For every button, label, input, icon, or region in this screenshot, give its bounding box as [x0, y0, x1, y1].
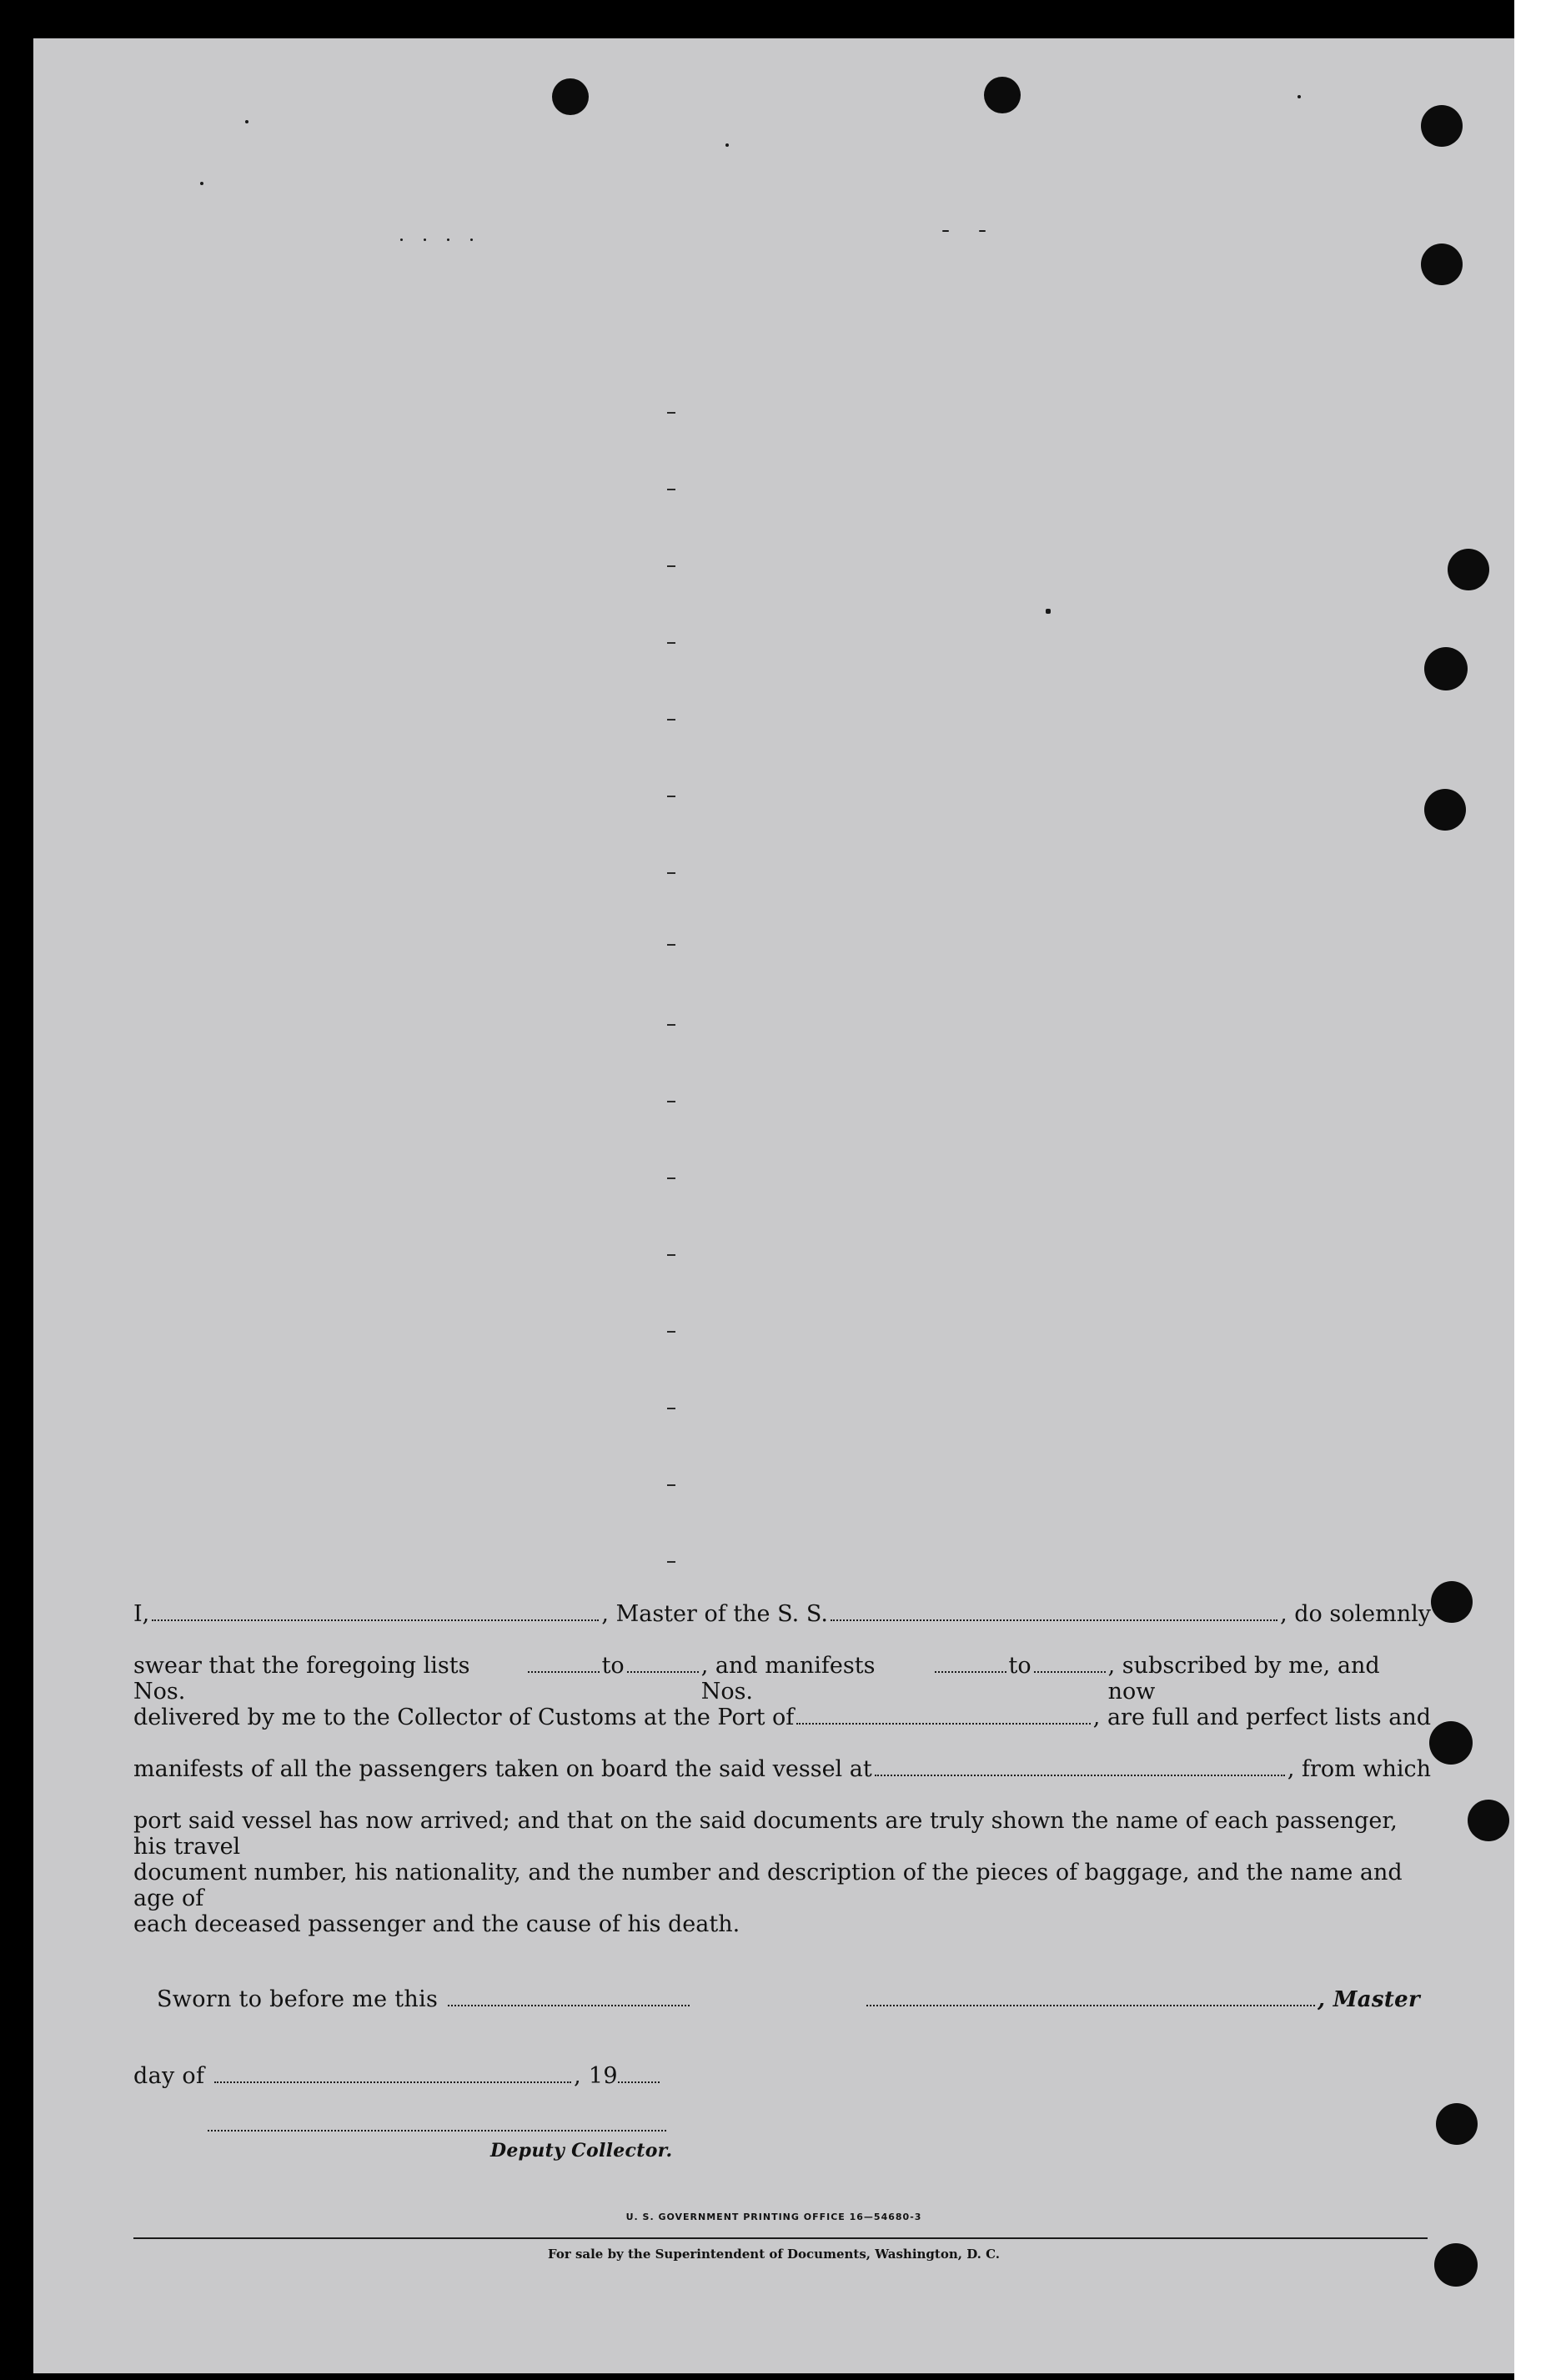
punch-hole — [1421, 244, 1463, 285]
year-label: , 19 — [574, 2063, 618, 2089]
sworn-line — [157, 1986, 692, 2012]
printing-office-imprint: U. S. GOVERNMENT PRINTING OFFICE 16—54680-3 — [625, 2212, 922, 2222]
sworn-label: Sworn to before me this — [157, 1986, 439, 2012]
fold-mark — [667, 642, 675, 644]
oath-text: manifests of all the passengers taken on board the said vessel at — [133, 1756, 872, 1782]
day-of-line — [133, 2063, 662, 2089]
scan-speck — [942, 230, 949, 232]
oath-text: to — [1008, 1653, 1031, 1679]
fold-mark — [667, 412, 675, 414]
oath-line-1 — [133, 1601, 1431, 1634]
day-of-label: day of — [133, 2063, 205, 2089]
oath-line-7 — [133, 1911, 1431, 1945]
vessel-name-field[interactable] — [831, 1619, 1277, 1621]
year-field[interactable] — [618, 2081, 660, 2083]
scan-speck — [725, 143, 729, 147]
oath-text: , Master of the S. S. — [601, 1601, 828, 1627]
oath-text: I, — [133, 1601, 150, 1627]
oath-text: , and manifests Nos. — [700, 1653, 876, 1705]
document-page — [33, 38, 1514, 2373]
scan-speck — [200, 182, 203, 185]
punch-hole — [552, 78, 589, 115]
fold-mark — [667, 1101, 675, 1102]
oath-text: each deceased passenger and the cause of his death. — [133, 1911, 740, 1937]
oath-text: port said vessel has now arrived; and that on the said documents are truly shown the name of each passenger, his travel — [133, 1808, 1398, 1860]
departure-port-field[interactable] — [875, 1775, 1285, 1776]
scan-speck — [1297, 95, 1301, 98]
fold-mark — [667, 489, 675, 490]
fold-mark — [667, 796, 675, 797]
master-signature-field[interactable] — [866, 2005, 1315, 2006]
scan-speck — [447, 239, 449, 241]
oath-text: , from which — [1287, 1756, 1431, 1782]
scan-speck — [1046, 609, 1051, 614]
deputy-collector-label: Deputy Collector. — [490, 2140, 673, 2162]
master-signature-line — [864, 1986, 1420, 2012]
fold-mark — [667, 1484, 675, 1486]
punch-hole — [1429, 1721, 1473, 1765]
scan-speck — [424, 239, 426, 241]
scan-speck — [979, 230, 986, 232]
oath-line-4 — [133, 1756, 1431, 1790]
list-from-field[interactable] — [528, 1671, 600, 1673]
port-field[interactable] — [796, 1723, 1091, 1725]
oath-line-3 — [133, 1705, 1431, 1738]
scan-margin — [1514, 0, 1566, 2380]
punch-hole — [1424, 647, 1468, 690]
oath-text: to — [601, 1653, 625, 1679]
manifest-to-field[interactable] — [1034, 1671, 1106, 1673]
day-of-field[interactable] — [214, 2081, 571, 2083]
scan-speck — [470, 239, 473, 241]
list-to-field[interactable] — [627, 1671, 699, 1673]
punch-hole — [1468, 1800, 1509, 1841]
fold-mark — [667, 1408, 675, 1409]
fold-mark — [667, 1177, 675, 1179]
deputy-signature-block — [205, 2130, 673, 2162]
punch-hole — [1436, 2103, 1478, 2145]
fold-mark — [667, 1331, 675, 1333]
oath-line-5 — [133, 1808, 1431, 1860]
fold-mark — [667, 1561, 675, 1563]
oath-text: delivered by me to the Collector of Customs at the Port of — [133, 1705, 795, 1730]
fold-mark — [667, 719, 675, 721]
scan-speck — [400, 239, 403, 241]
master-label: , Master — [1318, 1987, 1421, 2012]
deputy-signature-field[interactable] — [208, 2130, 666, 2131]
punch-hole — [1431, 1581, 1473, 1623]
fold-mark — [667, 872, 675, 874]
footer-rule — [133, 2237, 1428, 2239]
punch-hole — [1424, 789, 1466, 831]
punch-hole — [1421, 105, 1463, 147]
sworn-date-field[interactable] — [448, 2005, 690, 2006]
fold-mark — [667, 1254, 675, 1256]
oath-text: , are full and perfect lists and — [1092, 1705, 1431, 1730]
scan-speck — [245, 120, 248, 123]
master-name-field[interactable] — [152, 1619, 599, 1621]
fold-mark — [667, 944, 675, 946]
sale-notice: For sale by the Superintendent of Documents, Washington, D. C. — [547, 2247, 1001, 2262]
oath-text: , do solemnly — [1280, 1601, 1431, 1627]
oath-line-2 — [133, 1653, 1431, 1705]
punch-hole — [984, 77, 1021, 113]
oath-text: document number, his nationality, and the number and description of the pieces of baggage, and the name and age of — [133, 1860, 1403, 1911]
oath-text: swear that the foregoing lists Nos. — [133, 1653, 470, 1705]
manifest-from-field[interactable] — [935, 1671, 1006, 1673]
punch-hole — [1448, 549, 1489, 590]
oath-text: , subscribed by me, and now — [1107, 1653, 1380, 1705]
fold-mark — [667, 1024, 675, 1026]
oath-line-6 — [133, 1860, 1431, 1911]
fold-mark — [667, 565, 675, 567]
